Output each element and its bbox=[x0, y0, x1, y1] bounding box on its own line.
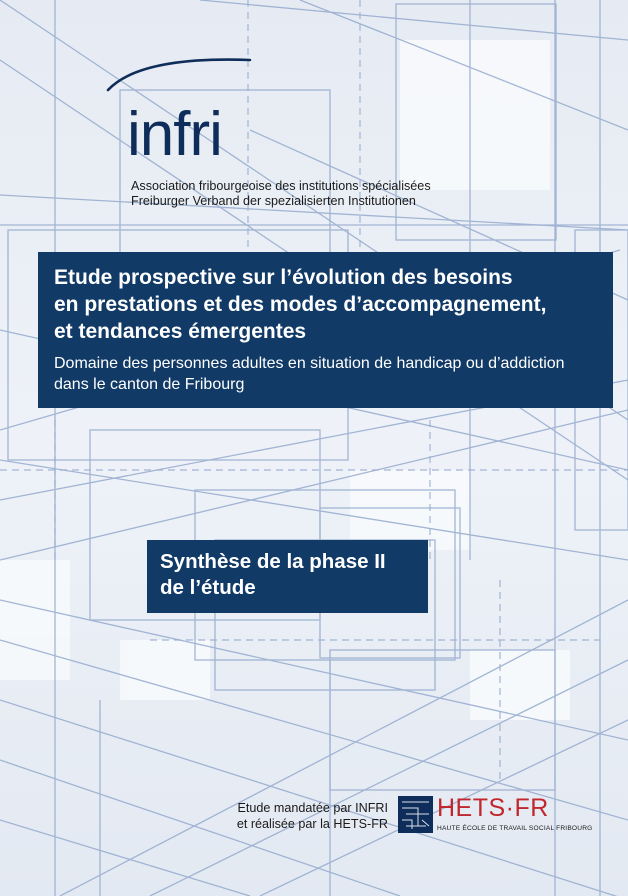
infri-logo bbox=[100, 52, 460, 208]
subtitle-line-2: dans le canton de Fribourg bbox=[54, 376, 245, 393]
title-line-1: Etude prospective sur l’évolution des besoins bbox=[54, 266, 513, 289]
phase-title-box bbox=[147, 540, 428, 613]
logo-swoosh-icon bbox=[100, 52, 260, 92]
commission-credit bbox=[222, 800, 388, 832]
study-title bbox=[54, 264, 603, 345]
title-line-2: en prestations et des modes d’accompagnement, bbox=[54, 293, 547, 316]
credit-line-2: et réalisée par la HETS-FR bbox=[236, 817, 388, 831]
credit-line-1: Etude mandatée par INFRI bbox=[237, 801, 388, 815]
hets-pattern-icon bbox=[398, 796, 433, 833]
hets-wordmark: HETS·FR bbox=[437, 794, 549, 822]
title-line-3: et tendances émergentes bbox=[54, 320, 307, 343]
hets-shield-icon bbox=[398, 796, 433, 833]
phase-line-1: Synthèse de la phase II bbox=[160, 550, 386, 573]
logo-wordmark: infri bbox=[127, 100, 222, 169]
hets-tagline: HAUTE ÉCOLE DE TRAVAIL SOCIAL FRIBOURG bbox=[437, 825, 593, 832]
study-title-box bbox=[38, 252, 613, 408]
phase-line-2: de l’étude bbox=[160, 576, 256, 599]
logo-subtitle-fr: Association fribourgeoise des institutions spécialisées bbox=[131, 179, 431, 193]
study-subtitle bbox=[54, 353, 603, 395]
subtitle-line-1: Domaine des personnes adultes en situation de handicap ou d’addiction bbox=[54, 355, 565, 372]
logo-subtitle-de: Freiburger Verband der spezialisierten Institutionen bbox=[131, 194, 416, 208]
logo-subtitle bbox=[131, 179, 431, 209]
